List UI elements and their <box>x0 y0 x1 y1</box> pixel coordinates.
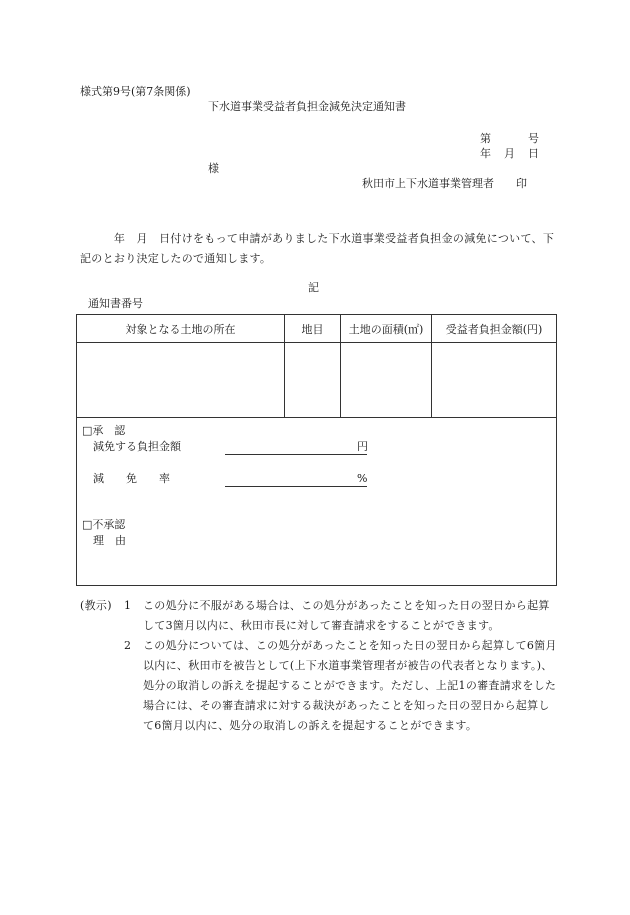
reduce-amount-line[interactable] <box>225 454 367 455</box>
instruction-2-text <box>143 636 557 736</box>
instruction-1-body: この処分に不服がある場合は、この処分があったことを知った日の翌日から起算して3箇月以内に、秋田市長に対して審査請求をすることができます。 <box>143 599 550 632</box>
instruction-1-number: 1 <box>124 599 132 612</box>
reduce-amount-label: 減免する負担金額 <box>93 440 181 453</box>
issuer-line: 秋田市上下水道事業管理者 印 <box>362 177 527 190</box>
instruction-1-text <box>143 596 557 636</box>
form-id: 様式第9号(第7条関係) <box>80 85 191 98</box>
body-text: 年 月 日付けをもって申請がありました下水道事業受益者負担金の減免について、下記のとおり決定したので通知します。 <box>80 232 555 265</box>
header-land-category: 地目 <box>285 315 341 342</box>
approve-checkbox[interactable]: □承 認 <box>82 424 126 437</box>
table-header-row <box>77 315 556 343</box>
cell-burden-amount[interactable] <box>432 343 556 417</box>
instructions-label: (教示) <box>80 599 112 612</box>
percent-unit: % <box>357 472 368 485</box>
decision-section <box>77 418 556 585</box>
notice-number-label: 通知書番号 <box>88 297 143 310</box>
document-title: 下水道事業受益者負担金減免決定通知書 <box>208 100 406 113</box>
disapprove-checkbox[interactable]: □不承認 <box>82 518 126 531</box>
instruction-2-number: 2 <box>124 639 132 652</box>
ki-label: 記 <box>308 281 319 294</box>
rate-label: 減 免 率 <box>93 472 170 485</box>
notice-number-field: 第 号 <box>480 132 540 145</box>
cell-land-category[interactable] <box>285 343 341 417</box>
rate-line[interactable] <box>225 486 367 487</box>
cell-land-area[interactable] <box>341 343 432 417</box>
addressee-suffix: 様 <box>208 162 219 175</box>
table-data-row <box>77 343 556 418</box>
header-burden-amount: 受益者負担金額(円) <box>445 322 543 336</box>
instruction-2-body: この処分については、この処分があったことを知った日の翌日から起算して6箇月以内に、秋田市を被告として(上下水道事業管理者が被告の代表者となります。)、処分の取消しの訴えを提起することができます。ただし、上記1の審査請求をした場合には、その審査請求に対する裁決があったことを知った日の翌日から起算して6箇月以内に、処分の取消しの訴えを提起することができます。 <box>143 639 557 732</box>
yen-unit: 円 <box>357 440 368 453</box>
reason-label: 理 由 <box>93 534 126 547</box>
decision-table <box>76 314 557 586</box>
cell-location[interactable] <box>77 343 285 417</box>
header-location: 対象となる土地の所在 <box>77 315 285 342</box>
date-field: 年 月 日 <box>480 147 540 160</box>
header-land-area: 土地の面積(㎡) <box>341 315 432 342</box>
